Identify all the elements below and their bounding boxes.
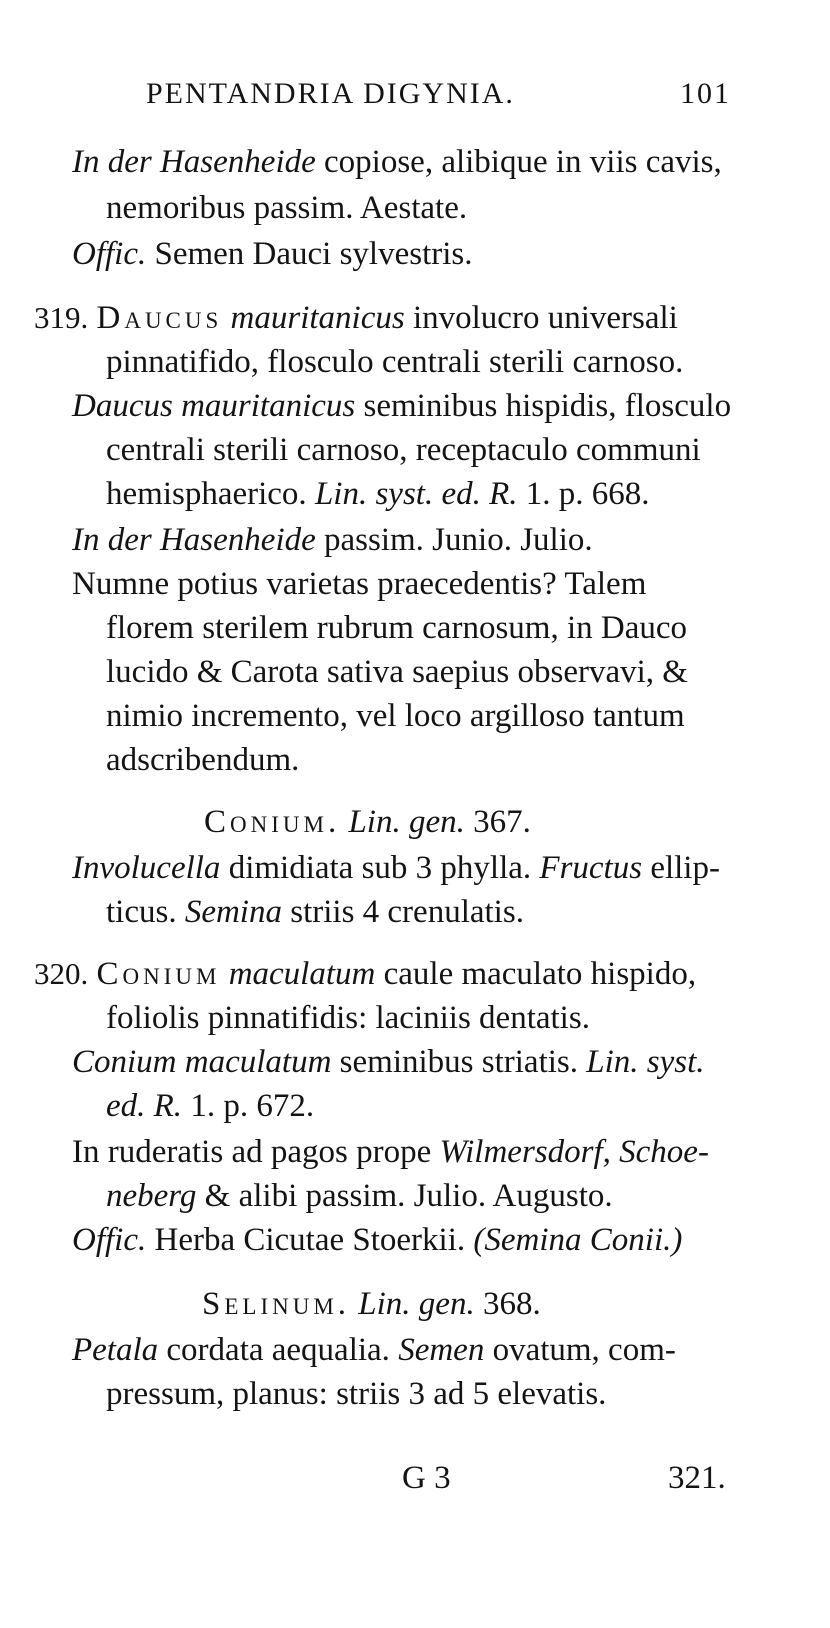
running-title: PENTANDRIA DIGYNIA. bbox=[146, 77, 515, 110]
offic-label: Offic. bbox=[72, 236, 147, 272]
signature-mark: G 3 bbox=[402, 1460, 451, 1496]
term-italic: Involucella bbox=[72, 850, 221, 886]
species-name: mauritanicus bbox=[230, 300, 405, 336]
species-name: maculatum bbox=[228, 956, 376, 992]
genus-name: Conium. bbox=[204, 804, 341, 840]
text-span: seminibus striatis. bbox=[331, 1044, 587, 1080]
synonym-italic: Daucus mauritanicus bbox=[72, 388, 356, 424]
text-line: nemoribus passim. Aestate. bbox=[106, 190, 468, 226]
text-line: florem sterilem rubrum carnosum, in Dauco bbox=[106, 610, 687, 646]
text-line: lucido & Carota sativa saepius observavi, & bbox=[106, 654, 688, 690]
reference-italic: Lin. syst. bbox=[586, 1044, 705, 1080]
offic-label: Offic. bbox=[72, 1222, 147, 1258]
text-span: Herba Cicutae Stoerkii. bbox=[146, 1222, 474, 1258]
genus-heading-conium bbox=[204, 800, 531, 844]
text-line: adscribendum. bbox=[106, 742, 300, 778]
locality-italic: In der Hasenheide bbox=[72, 522, 316, 558]
text-span: caule maculato hispido, bbox=[375, 956, 697, 992]
text-span: ellip- bbox=[642, 850, 720, 886]
text-line bbox=[106, 1084, 314, 1128]
reference-italic: Lin. gen. bbox=[358, 1286, 475, 1322]
text-span: 368. bbox=[474, 1286, 541, 1322]
text-line bbox=[72, 518, 593, 562]
text-line bbox=[106, 472, 650, 516]
genus-heading-selinum bbox=[202, 1282, 541, 1326]
text-span: Semen Dauci sylvestris. bbox=[146, 236, 473, 272]
text-line bbox=[72, 1218, 682, 1262]
synonym-italic: Conium maculatum bbox=[72, 1044, 332, 1080]
text-line: pressum, planus: striis 3 ad 5 elevatis. bbox=[106, 1376, 607, 1412]
text-line bbox=[72, 140, 722, 184]
reference-italic: Lin. syst. ed. R. bbox=[314, 476, 518, 512]
text-span: passim. Junio. Julio. bbox=[315, 522, 593, 558]
genus-name: Conium bbox=[96, 956, 221, 992]
text-line bbox=[72, 1040, 705, 1084]
text-line: centrali sterili carnoso, receptaculo communi bbox=[106, 432, 701, 468]
text-line: foliolis pinnatifidis: laciniis dentatis. bbox=[106, 1000, 590, 1036]
locality-italic: In der Hasenheide bbox=[72, 144, 316, 180]
text-line: Numne potius varietas praecedentis? Talem bbox=[72, 566, 647, 602]
term-italic: Semen bbox=[398, 1332, 485, 1368]
reference-italic: Lin. gen. bbox=[348, 804, 465, 840]
locality-italic: neberg bbox=[106, 1178, 197, 1214]
reference-italic: ed. R. bbox=[106, 1088, 183, 1124]
catchword: 321. bbox=[668, 1460, 726, 1496]
term-italic: Fructus bbox=[539, 850, 643, 886]
text-span: & alibi passim. Julio. Augusto. bbox=[196, 1178, 613, 1214]
text-line bbox=[72, 846, 720, 890]
genus-name: Selinum. bbox=[202, 1286, 351, 1322]
text-line: nimio incremento, vel loco argilloso tantum bbox=[106, 698, 685, 734]
text-span: ovatum, com- bbox=[484, 1332, 676, 1368]
text-line bbox=[72, 1130, 709, 1174]
text-span: copiose, alibique in viis cavis, bbox=[315, 144, 722, 180]
term-italic: Petala bbox=[72, 1332, 159, 1368]
text-span: hemisphaerico. bbox=[106, 476, 315, 512]
text-span: striis 4 crenulatis. bbox=[281, 894, 524, 930]
entry-number: 319. bbox=[34, 300, 89, 335]
text-span: cordata aequalia. bbox=[158, 1332, 399, 1368]
parenthetical-italic: (Semina Conii.) bbox=[473, 1222, 683, 1258]
page-number: 101 bbox=[680, 77, 731, 110]
text-line bbox=[72, 1328, 676, 1372]
genus-name: Daucus bbox=[96, 300, 223, 336]
text-span: 367. bbox=[464, 804, 531, 840]
entry-319-heading bbox=[34, 296, 678, 340]
text-span: ticus. bbox=[106, 894, 185, 930]
text-span: involucro universali bbox=[404, 300, 678, 336]
locality-italic: Wilmersdorf, Schoe- bbox=[439, 1134, 709, 1170]
text-span: 1. p. 672. bbox=[182, 1088, 315, 1124]
text-span: dimidiata sub 3 phylla. bbox=[220, 850, 540, 886]
text-span: seminibus hispidis, flosculo bbox=[355, 388, 732, 424]
term-italic: Semina bbox=[184, 894, 282, 930]
text-line bbox=[72, 232, 473, 276]
text-line bbox=[72, 384, 731, 428]
entry-number: 320. bbox=[34, 956, 89, 991]
text-line bbox=[106, 1174, 613, 1218]
text-span: 1. p. 668. bbox=[517, 476, 650, 512]
text-line: pinnatifido, flosculo centrali sterili carnoso. bbox=[106, 344, 684, 380]
entry-320-heading bbox=[34, 952, 696, 996]
text-line bbox=[106, 890, 524, 934]
text-span: In ruderatis ad pagos prope bbox=[72, 1134, 440, 1170]
